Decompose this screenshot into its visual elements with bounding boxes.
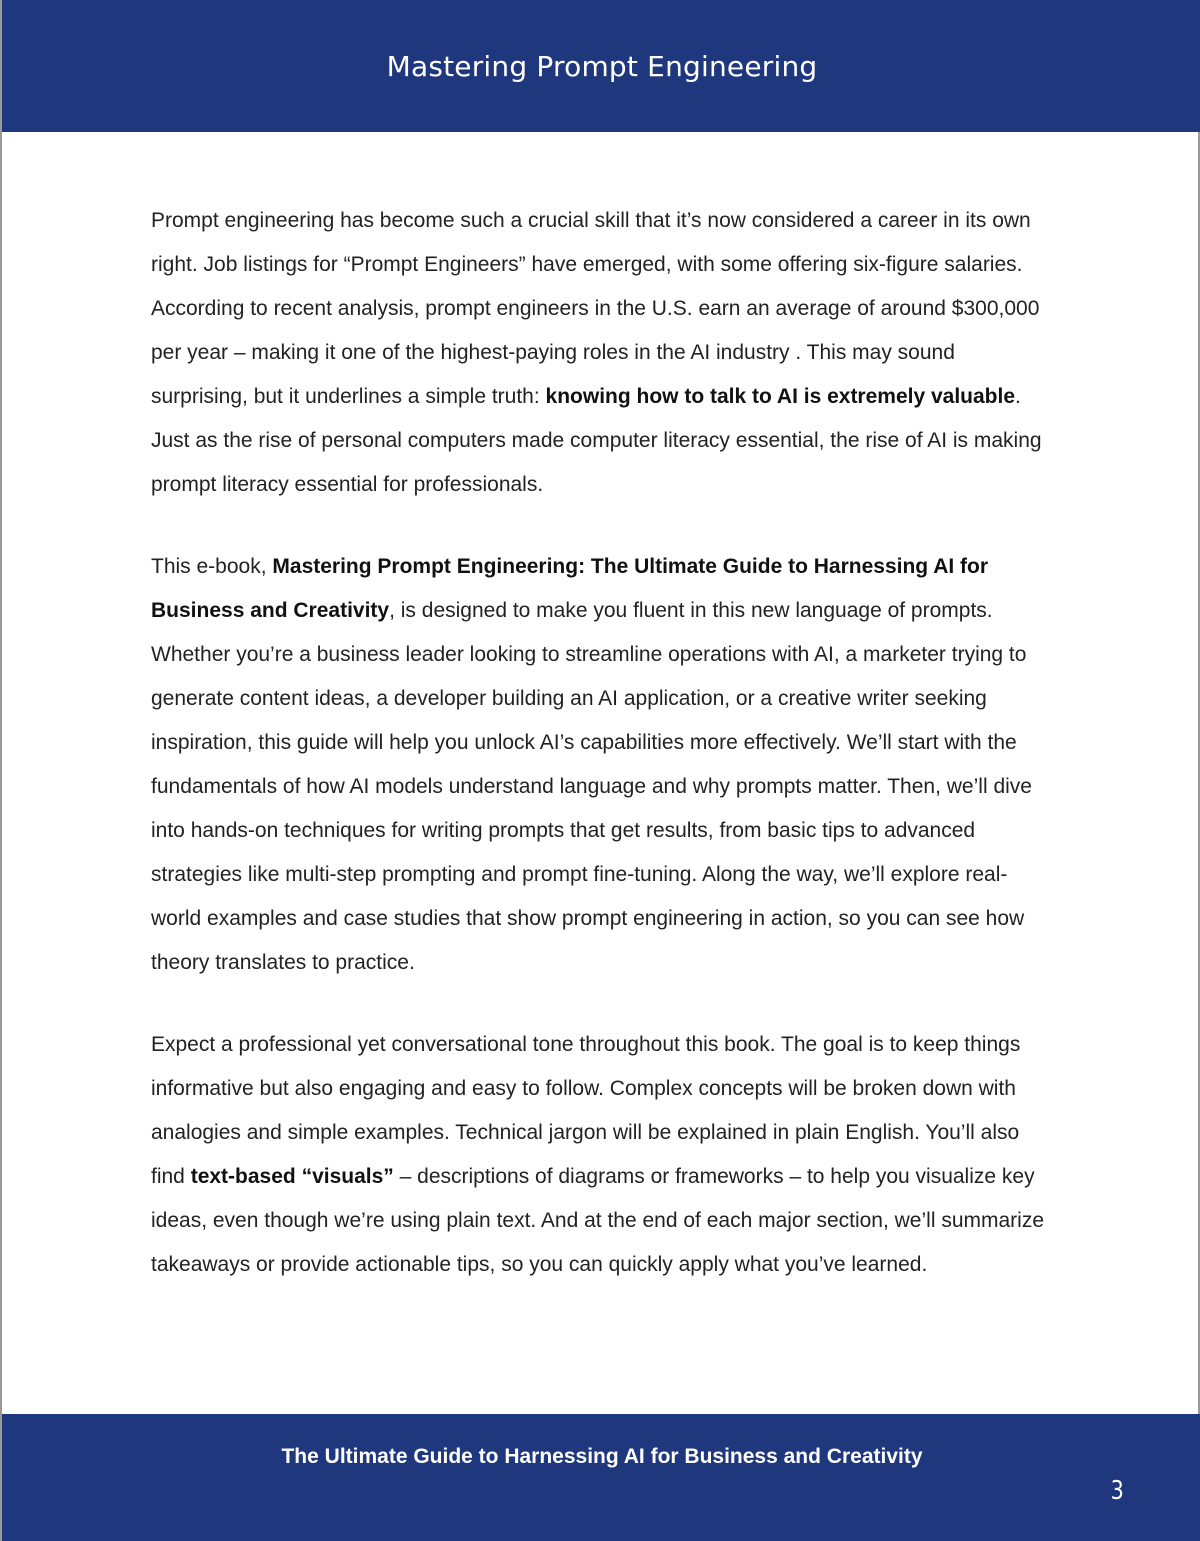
page-title: Mastering Prompt Engineering (386, 49, 818, 83)
footer-subtitle: The Ultimate Guide to Harnessing AI for Business and Creativity (281, 1445, 923, 1468)
page-number: 3 (1111, 1476, 1125, 1506)
paragraph-1 (151, 199, 1056, 507)
paragraph-3 (151, 1023, 1056, 1287)
paragraph-3-text-a: Expect a professional yet conversational tone throughout this book. The goal is to keep things informative but also engaging and easy to follow. Complex concepts will be broken down with analogies and simple examples. Technical jargon will be explained in plain English. You’ll also find (151, 1033, 1021, 1188)
paragraph-2-book-title: Mastering Prompt Engineering: The Ultimate Guide to Harnessing AI for Business and Creativity (151, 555, 989, 622)
paragraph-2-text-a: This e-book, (151, 555, 273, 578)
paragraph-1-text-a: Prompt engineering has become such a crucial skill that it’s now considered a career in its own right. Job listings for “Prompt Engineers” have emerged, with some offering six-figure salaries. According to recent analysis, prompt engineers in the U.S. earn an average of around $300,000 per year – making it one of the highest-paying roles in the AI industry . This may sound surprising, but it underlines a simple truth: (151, 209, 1040, 408)
paragraph-3-text-b: – descriptions of diagrams or frameworks – to help you visualize key ideas, even though we’re using plain text. And at the end of each major section, we’ll summarize takeaways or provide actionable tips, so you can quickly apply what you’ve learned. (151, 1165, 1045, 1276)
page-footer (2, 1414, 1200, 1541)
page-header (2, 0, 1200, 132)
main-content (151, 199, 1056, 1325)
paragraph-3-emphasis: text-based “visuals” (190, 1165, 394, 1188)
paragraph-2-text-b: , is designed to make you fluent in this new language of prompts. Whether you’re a business leader looking to streamline operations with AI, a marketer trying to generate content ideas, a developer building an AI application, or a creative writer seeking inspiration, this guide will help you unlock AI’s capabilities more effectively. We’ll start with the fundamentals of how AI models understand language and why prompts matter. Then, we’ll dive into hands-on techniques for writing prompts that get results, from basic tips to advanced strategies like multi-step prompting and prompt fine-tuning. Along the way, we’ll explore real-world examples and case studies that show prompt engineering in action, so you can see how theory translates to practice. (151, 599, 1032, 974)
paragraph-1-emphasis: knowing how to talk to AI is extremely valuable (545, 385, 1016, 408)
paragraph-2 (151, 545, 1056, 985)
paragraph-1-text-b: . Just as the rise of personal computers made computer literacy essential, the rise of AI is making prompt literacy essential for professionals. (151, 385, 1042, 496)
